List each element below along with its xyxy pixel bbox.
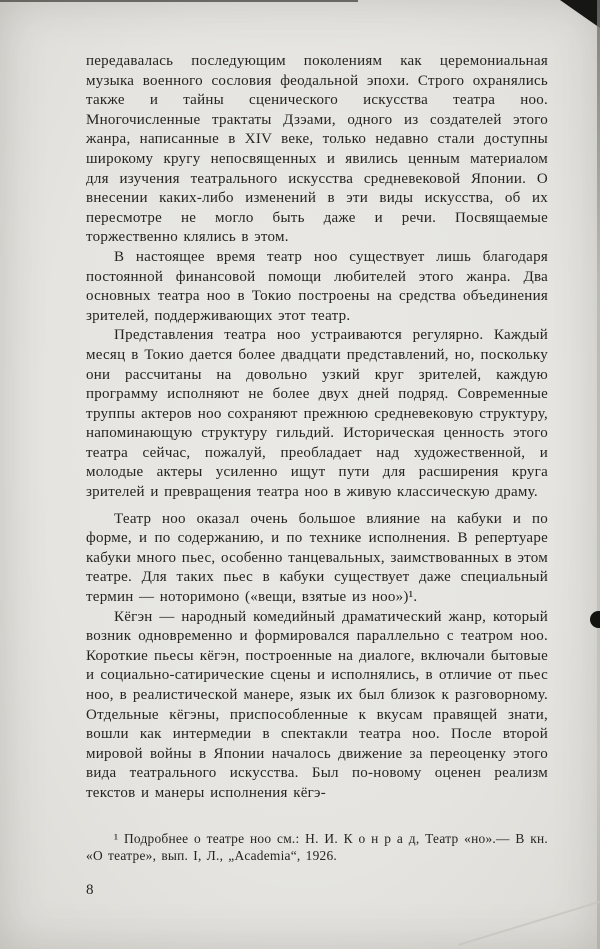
paragraph-5: Кёгэн — народный комедийный драматический жанр, который возник одновременно и формировался параллельно с театром ноо. Короткие пьесы кёгэн, построенные на диалоге, включали бытовые и социально-сатирические сцены и исполнялись, в отличие от пьес ноо, в реалистической манере, язык их был близок к разговорному. Отдельные кёгэны, приспособленные к вкусам правящей знати, вошли как интермедии в спектакли театра ноо. После второй мировой войны в Японии началось движение за переоценку этого вида театрального искусства. Был по-новому оценен реализм текстов и манеры исполнения кёгэ- — [86, 608, 548, 801]
crease-artifact — [458, 894, 600, 946]
paragraph-3: Представления театра ноо устраиваются регулярно. Каждый месяц в Токио дается более двадцати представлений, но, поскольку они рассчитаны на довольно узкий круг зрителей, каждую программу исполняют не более двух дней подряд. Современные труппы актеров ноо сохраняют прежнюю средневековую структуру, напоминающую структуру гильдий. Историческая ценность этого театра сейчас, пожалуй, преобладает над художественной, и молодые актеры усиленно ищут пути для расширения круга зрителей и превращения театра ноо в живую классическую драму. — [86, 327, 548, 501]
edge-ink-blob-artifact — [590, 611, 600, 628]
paragraph-1: передавалась последующим поколениям как церемониальная музыка военного сословия феодальной эпохи. Строго охранялись также и тайны сценического искусства театра ноо. Многочисленные трактаты Дзэами, одного из создателей этого жанра, написанные в XIV веке, только недавно стали доступны широкому кругу непосвященных и явились ценным материалом для изучения театрального искусства средневековой Японии. О внесении каких-либо изменений в эти виды искусства, об их пересмотре не могло быть даже и речи. Посвящаемые торжественно клялись в этом. — [86, 53, 548, 246]
corner-shadow-artifact — [560, 0, 600, 28]
paragraph-4: Театр ноо оказал очень большое влияние на кабуки и по форме, и по содержанию, и по технике исполнения. В репертуаре кабуки много пьес, особенно танцевальных, заимствованных в этом театре. Для таких пьес в кабуки существует даже специальный термин — ноторимоно («вещи, взятые из ноо»)¹. — [86, 510, 548, 606]
top-edge-scan-artifact — [0, 0, 358, 2]
page-number: 8 — [86, 881, 94, 898]
text-column — [86, 52, 548, 900]
paragraph-2: В настоящее время театр ноо существует лишь благодаря постоянной финансовой помощи любителей этого жанра. Два основных театра ноо в Токио построены на средства объединения зрителей, поддерживающих этот театр. — [86, 248, 548, 324]
footnote: ¹ Подробнее о театре ноо см.: Н. И. К о н р а д, Театр «но».— В кн. «О театре», вып. I, Л., „Academia“, 1926. — [86, 830, 548, 864]
